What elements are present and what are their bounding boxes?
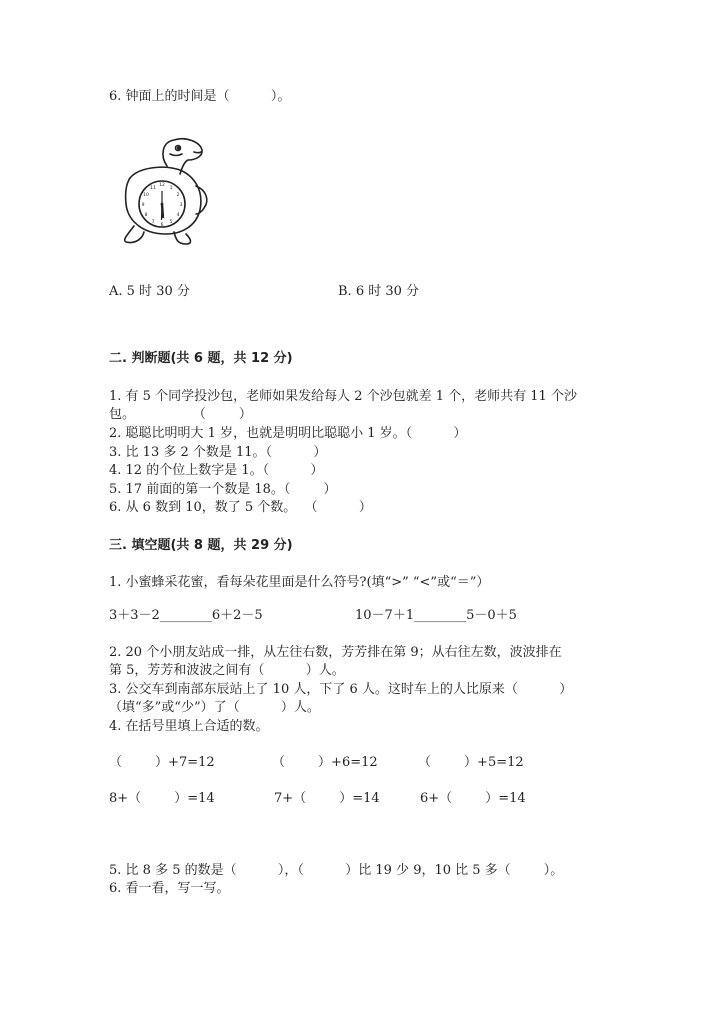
- judge-item-6: 6. 从 6 数到 10，数了 5 个数。 （ ）: [109, 500, 372, 515]
- turtle-clock-illustration: [112, 134, 216, 248]
- svg-text:4: 4: [176, 213, 180, 218]
- question-6-clock: 6. 钟面上的时间是（ ）。: [109, 89, 291, 104]
- judge-item-5: 5. 17 前面的第一个数是 18。（ ）: [109, 482, 337, 497]
- fill-q4-r2c1: 8+（ ）=14: [109, 791, 215, 806]
- svg-text:9: 9: [141, 203, 145, 208]
- fill-q3-line2: （填“多”或“少”）了（ ）人。: [109, 700, 320, 715]
- option-a: A. 5 时 30 分: [109, 284, 190, 299]
- fill-q2-line1: 2. 20 个小朋友站成一排，从左往右数，芳芳排在第 9；从右往左数，波波排在: [109, 645, 562, 660]
- svg-text:10: 10: [143, 193, 149, 198]
- fill-q4-r2c3: 6+（ ）=14: [420, 791, 526, 806]
- svg-text:8: 8: [144, 213, 148, 218]
- section-2-title: 二. 判断题(共 6 题，共 12 分): [109, 351, 293, 366]
- fill-q4-r1c1: （ ）+7=12: [109, 755, 215, 770]
- svg-text:3: 3: [179, 203, 183, 208]
- fill-q6: 6. 看一看，写一写。: [109, 881, 230, 896]
- option-b: B. 6 时 30 分: [338, 284, 420, 299]
- judge-item-1a: 1. 有 5 个同学投沙包，老师如果发给每人 2 个沙包就差 1 个，老师共有 11 个沙: [109, 389, 577, 404]
- svg-text:11: 11: [150, 186, 156, 191]
- fill-q3-line1: 3. 公交车到南部东辰站上了 10 人，下了 6 人。这时车上的人比原来（ ）: [109, 682, 573, 697]
- judge-item-4: 4. 12 的个位上数字是 1。（ ）: [109, 463, 324, 478]
- fill-q2-line2: 第 5，芳芳和波波之间有（ ）人。: [109, 663, 345, 678]
- judge-item-3: 3. 比 13 多 2 个数是 11。（ ）: [109, 445, 327, 460]
- svg-text:12: 12: [159, 183, 165, 188]
- judge-item-1b: 包。 （ ）: [109, 407, 252, 422]
- fill-q5: 5. 比 8 多 5 的数是（ ），（ ）比 19 少 9，10 比 5 多（ ）。: [109, 863, 564, 878]
- fill-q1-expr-a: 3＋3－2________6＋2－5: [109, 608, 263, 623]
- fill-q1: 1. 小蜜蜂采花蜜，看每朵花里面是什么符号?(填“>” “<”或“＝”）: [109, 575, 490, 590]
- svg-text:1: 1: [169, 186, 173, 191]
- svg-text:5: 5: [169, 220, 173, 225]
- section-3-title: 三. 填空题(共 8 题，共 29 分): [109, 538, 293, 553]
- svg-text:6: 6: [160, 223, 164, 228]
- fill-q4-r1c3: （ ）+5=12: [418, 755, 524, 770]
- fill-q4: 4. 在括号里填上合适的数。: [109, 719, 269, 734]
- svg-text:7: 7: [151, 220, 155, 225]
- fill-q4-r2c2: 7+（ ）=14: [274, 791, 380, 806]
- svg-text:2: 2: [176, 193, 180, 198]
- fill-q4-r1c2: （ ）+6=12: [272, 755, 378, 770]
- fill-q1-expr-b: 10－7＋1________5－0＋5: [355, 608, 517, 623]
- judge-item-2: 2. 聪聪比明明大 1 岁，也就是明明比聪聪小 1 岁。（ ）: [109, 426, 467, 441]
